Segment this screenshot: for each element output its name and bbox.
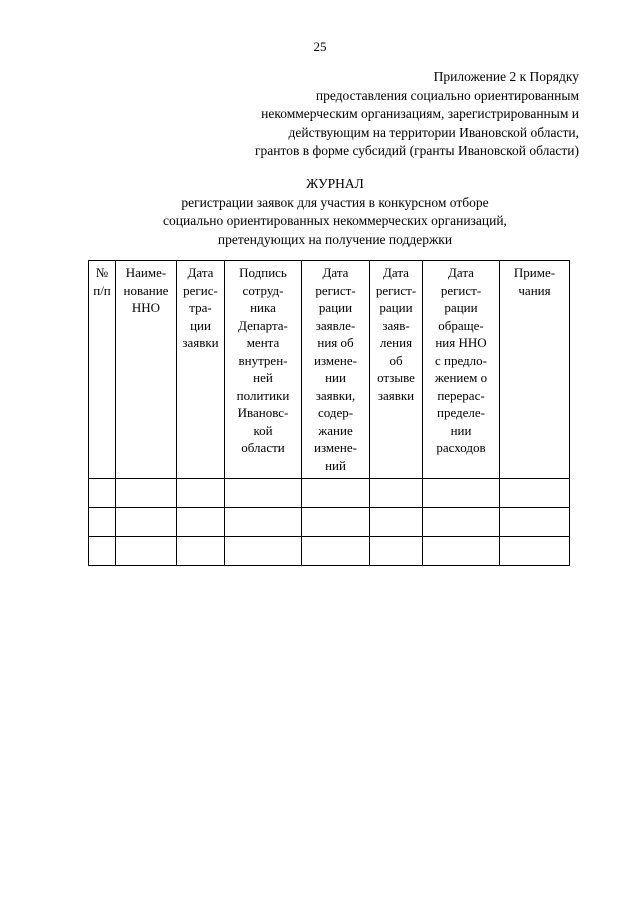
column-header-line: тра-: [189, 300, 212, 315]
column-header: [500, 261, 570, 479]
table-cell: [177, 537, 225, 566]
column-header-line: отзыве: [377, 370, 415, 385]
appendix-line: некоммерческим организациям, зарегистрированным и: [261, 106, 579, 121]
appendix-line: грантов в форме субсидий (гранты Ивановской области): [255, 143, 579, 158]
table-cell: [500, 479, 570, 508]
table-cell: [423, 537, 500, 566]
column-header-line: чания: [518, 282, 551, 298]
table-cell: [89, 479, 116, 508]
table-cell: [370, 508, 423, 537]
column-header-line: области: [241, 440, 285, 455]
table-cell: [116, 537, 177, 566]
table-row: [89, 508, 570, 537]
appendix-line: предоставления социально ориентированным: [315, 87, 579, 103]
journal-heading: [0, 175, 640, 249]
column-header-line: рации: [318, 300, 353, 315]
table-body: [89, 479, 570, 566]
column-header-line: Наиме-: [125, 265, 167, 280]
column-header-line: ния об: [317, 335, 354, 350]
column-header: [225, 261, 302, 479]
column-header-line: ННО: [131, 300, 161, 315]
column-header-line: мента: [246, 335, 280, 350]
table-cell: [225, 508, 302, 537]
table-cell: [370, 479, 423, 508]
column-header-line: Дата: [448, 265, 474, 280]
appendix-line: Приложение 2 к Порядку: [433, 69, 579, 84]
column-header-line: сотруд-: [242, 282, 284, 298]
column-header-line: внутрен-: [238, 352, 288, 368]
table-row: [89, 537, 570, 566]
column-header-line: пределе-: [436, 405, 486, 420]
table-cell: [116, 508, 177, 537]
column-header-line: Ивановс-: [237, 405, 289, 420]
column-header-line: измене-: [314, 352, 357, 368]
column-header-line: с предло-: [434, 352, 487, 368]
column-header-line: жением о: [434, 370, 488, 385]
column-header-line: п/п: [93, 282, 111, 298]
table-cell: [225, 537, 302, 566]
column-header-line: №: [95, 265, 109, 280]
column-header-line: заявле-: [315, 317, 356, 333]
column-header-line: кой: [253, 422, 273, 438]
column-header-line: Дата: [187, 265, 214, 280]
column-header: [89, 261, 116, 479]
column-header-line: ления: [379, 335, 413, 350]
column-header-line: об: [389, 352, 403, 368]
column-header-line: заявки,: [315, 387, 356, 403]
registration-table: [88, 260, 570, 566]
column-header-line: Дата: [383, 265, 409, 280]
column-header-line: ний: [325, 457, 346, 473]
appendix-header: [109, 68, 579, 161]
column-header-line: заяв-: [382, 317, 410, 333]
table-cell: [500, 508, 570, 537]
column-header-line: заявки: [377, 387, 415, 403]
column-header-line: политики: [236, 387, 290, 403]
table-cell: [89, 537, 116, 566]
column-header-line: рации: [444, 300, 478, 315]
column-header-line: рации: [379, 300, 413, 315]
table-cell: [423, 508, 500, 537]
column-header: [423, 261, 500, 479]
table-cell: [225, 479, 302, 508]
column-header-line: регист-: [375, 282, 417, 298]
table-cell: [177, 479, 225, 508]
column-header-line: Приме-: [513, 265, 556, 280]
column-header-line: регис-: [183, 282, 218, 298]
journal-title: ЖУРНАЛ: [306, 176, 364, 191]
column-header: [116, 261, 177, 479]
column-header-line: Департа-: [238, 317, 288, 333]
column-header-line: измене-: [314, 440, 357, 455]
column-header-line: расходов: [436, 440, 486, 455]
column-header-line: перерас-: [437, 387, 485, 403]
column-header-line: Дата: [322, 265, 349, 280]
column-header: [302, 261, 370, 479]
column-header-line: заявки: [182, 335, 219, 350]
table-cell: [89, 508, 116, 537]
table-cell: [302, 537, 370, 566]
table-cell: [500, 537, 570, 566]
column-header-line: обраще-: [438, 317, 484, 333]
journal-subtitle-line: регистрации заявок для участия в конкурсном отборе: [181, 194, 489, 210]
column-header-line: жание: [318, 422, 353, 438]
column-header-line: нование: [123, 282, 169, 298]
journal-subtitle-line: претендующих на получение поддержки: [217, 231, 453, 247]
column-header-line: регист-: [440, 282, 482, 298]
column-header-line: ции: [190, 317, 211, 333]
table-cell: [302, 508, 370, 537]
table-header-row: [89, 261, 570, 479]
table-cell: [116, 479, 177, 508]
column-header-line: Подпись: [239, 265, 287, 280]
appendix-line: действующим на территории Ивановской области,: [288, 124, 579, 140]
journal-subtitle-line: социально ориентированных некоммерческих организаций,: [163, 213, 507, 228]
table-cell: [370, 537, 423, 566]
table-cell: [302, 479, 370, 508]
column-header: [370, 261, 423, 479]
table-cell: [177, 508, 225, 537]
column-header-line: содер-: [317, 405, 354, 420]
column-header-line: ника: [250, 300, 276, 315]
table-row: [89, 479, 570, 508]
column-header-line: ния ННО: [435, 335, 487, 350]
column-header-line: ней: [253, 370, 273, 385]
column-header: [177, 261, 225, 479]
table-cell: [423, 479, 500, 508]
column-header-line: нии: [325, 370, 346, 385]
column-header-line: нии: [450, 422, 472, 438]
page-number: 25: [313, 39, 327, 54]
column-header-line: регист-: [315, 282, 356, 298]
